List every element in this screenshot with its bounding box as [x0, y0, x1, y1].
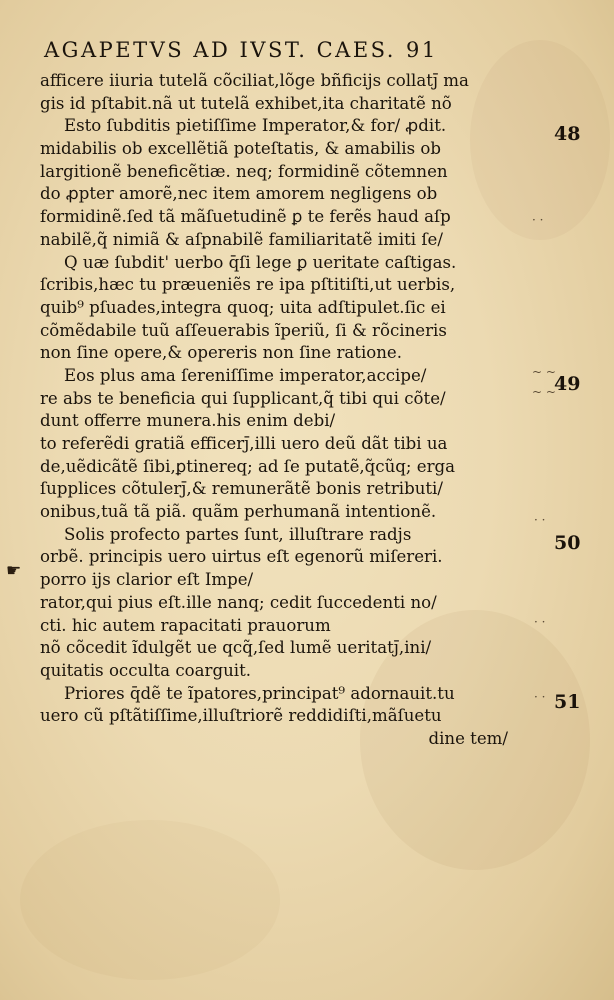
margin-tick-mark: · · [534, 690, 546, 704]
text-line: porro ijs clarior eſt Impe/ [40, 570, 254, 590]
text-line: largitionẽ beneficẽtiæ. neq; formidinẽ cõtemnen [40, 161, 448, 181]
text-line: onibus,tuã tã piã. quãm perhumanã intentionẽ. [40, 502, 437, 522]
margin-tick-mark: · · [532, 213, 544, 227]
text-line: nabilẽ,q̃ nimiã & aſpnabilẽ familiaritatẽ imiti ſe/ [40, 229, 443, 249]
margin-tick-mark: ~ ~ [532, 385, 556, 399]
margin-section-number: 50 [554, 532, 581, 554]
text-line: to referẽdi gratiã efficerj̄,illi uero deũ dãt tibi ua [40, 434, 448, 453]
paper-stain [20, 820, 280, 980]
text-line: Q uæ ſubdit' uerbo q̄ſi lege ꝑ ueritate caſtigas. [64, 252, 457, 272]
text-line: rator,qui pius eſt.ille nanq; cedit ſuccedenti no/ [40, 592, 437, 612]
running-head-title: AGAPETVS AD IVST. CAES. [44, 38, 396, 62]
text-line: gis id pſtabit.nã ut tutelã exhibet,ita charitatẽ nõ [40, 93, 452, 113]
text-line: quitatis occulta coarguit. [40, 660, 252, 680]
margin-section-number: 51 [554, 690, 581, 713]
margin-tick-mark: · · [534, 513, 546, 527]
text-line: formidinẽ.ſed tã mãſuetudinẽ ꝑ te ferẽs haud aſp [40, 207, 451, 227]
text-line: nõ cõcedit ĩdulgẽt ue qcq̃,ſed lumẽ ueritatj̄,ini/ [40, 638, 432, 658]
text-line: non ſine opere,& opereris non ſine ratione. [40, 343, 403, 363]
text-line: dunt offerre munera.his enim debi/ [40, 411, 336, 431]
text-line: cti. hic autem rapacitati prauorum [40, 615, 331, 635]
text-line: Priores q̄dẽ te ĩpatores,principat⁹ adornauit.tu [64, 683, 455, 703]
text-line: quib⁹ pſuades,integra quoq; uita adſtipulet.ſic ei [40, 297, 446, 317]
text-line: dine tem/ [428, 728, 508, 748]
margin-section-number: 49 [554, 373, 581, 396]
text-line: do ꝓpter amorẽ,nec item amorem negligens ob [40, 184, 438, 204]
text-line: afficere iiuria tutelã cõciliat,lõge bñficijs collatj̄ ma [40, 71, 469, 90]
running-head [44, 36, 534, 64]
text-line: ſcribis,hæc tu præueniẽs re ipa pſtitiſti,ut uerbis, [40, 275, 456, 295]
folio-number: 91 [405, 38, 438, 62]
text-line: midabilis ob excellẽtiã poteſtatis, & amabilis ob [40, 139, 442, 159]
margin-tick-mark: ~ ~ [532, 365, 556, 379]
text-line: Esto ſubditis pietiſſime Imperator,& for/ ꝓdit. [64, 116, 447, 136]
text-line: cõmẽdabile tuũ aſſeuerabis ĩperiũ, ſi & rõcineris [40, 320, 447, 340]
margin-tick-mark: · · [534, 615, 546, 629]
text-line: ſupplices cõtulerj̄,& remunerãtẽ bonis retributi/ [40, 479, 443, 499]
text-line: orbẽ. principis uero uirtus eſt egenorũ miſereri. [40, 547, 443, 567]
text-line: Solis profecto partes ſunt, illuſtrare radjs [64, 524, 412, 544]
text-block [40, 70, 516, 751]
text-line: de,uẽdicãtẽ ſibi,ꝑtinereq; ad ſe putatẽ,q̃cũq; erga [40, 456, 456, 476]
text-line: Eos plus ama ſereniſſime imperator,accipe/ [64, 365, 427, 385]
text-line: uero cũ pſtãtiſſime,illuſtriorẽ reddidiſti,mãſuetu [40, 706, 442, 726]
margin-section-number: 48 [554, 123, 581, 146]
manicule-mark-icon: ☛ [6, 561, 22, 581]
text-line: re abs te beneficia qui ſupplicant,q̃ tibi qui cõte/ [40, 388, 446, 408]
